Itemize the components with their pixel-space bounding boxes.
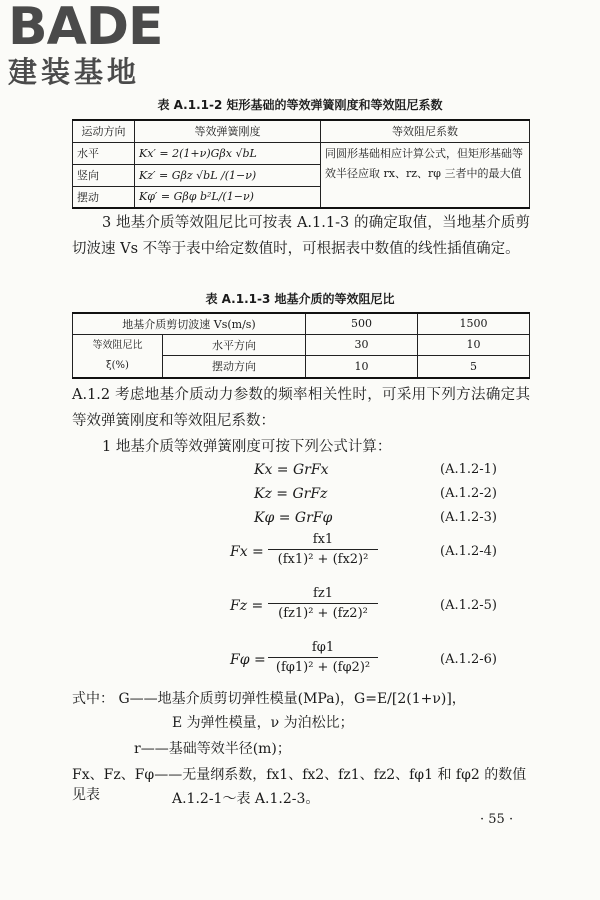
equation-number: (A.1.2-2) [440,486,498,501]
table2-header: 地基介质剪切波速 Vs(m/s) [73,313,306,334]
table1-caption: 表 A.1.1-2 矩形基础的等效弹簧刚度和等效阻尼系数 [157,98,443,112]
table1-header: 运动方向 [73,120,135,142]
table2-cell: 10 [418,334,530,356]
fraction-lhs: Fx = [230,544,264,560]
table2-group [73,334,163,378]
table1-damping: 同圆形基础相应计算公式，但矩形基础等效半径应取 rx、rz、rφ 三者中的最大值 [321,142,530,208]
fraction-numerator: fx1 [268,532,378,550]
equation-number: (A.1.2-4) [440,544,498,559]
table1-cell: 水平 [73,142,135,164]
equation-number: (A.1.2-6) [440,652,498,667]
table1-cell: 竖向 [73,164,135,186]
table2-group-label: 等效阻尼比 [92,339,143,351]
fraction-numerator: fz1 [268,586,378,604]
table1-cell: Kx′ = 2(1+ν)Gβx √bL [135,142,321,164]
fraction-denominator: (fx1)² + (fx2)² [277,552,369,567]
table2-cell: 5 [418,356,530,378]
equation-number: (A.1.2-5) [440,598,498,613]
equation-number: (A.1.2-1) [440,462,498,477]
equation: Kz = GrFz [254,486,328,502]
fraction [268,532,378,567]
logo-subtitle: 建装基地 [8,55,141,89]
section-a12: A.1.2 考虑地基介质动力参数的频率相关性时，可采用下列方法确定其等效弹簧刚度和等效阻尼系数： [72,387,530,429]
table2-caption: 表 A.1.1-3 地基介质的等效阻尼比 [205,292,395,306]
table2-header: 500 [306,313,418,334]
fraction-lhs: Fz = [230,598,264,614]
page-number: · 55 · [480,812,514,827]
logo-title: BADE [8,0,163,57]
fraction-denominator: (fφ1)² + (fφ2)² [275,660,371,675]
table1-header: 等效阻尼系数 [321,120,530,142]
table2-cell: 10 [306,356,418,378]
where-line: r——基础等效半径(m)； [134,741,291,757]
table1-cell: 摆动 [73,186,135,208]
table2-group-unit: ξ(%) [106,359,129,371]
fraction [268,586,378,621]
table2-cell: 摆动方向 [163,356,306,378]
equation: Kφ = GrFφ [254,510,333,526]
equation: Kx = GrFx [254,462,329,478]
logo [8,0,183,88]
equation-number: (A.1.2-3) [440,510,498,525]
table1 [72,119,530,209]
fraction [268,640,378,675]
table2-header: 1500 [418,313,530,334]
table1-cell: Kz′ = Gβz √bL /(1−ν) [135,164,321,186]
fraction-numerator: fφ1 [268,640,378,658]
table-row [73,142,530,164]
where-line: 式中： G——地基介质剪切弹性模量(MPa)，G=E/[2(1+ν)]， [72,691,466,707]
table1-header: 等效弹簧刚度 [135,120,321,142]
item-1: 1 地基介质等效弹簧刚度可按下列公式计算： [102,439,392,455]
table-row [73,334,530,356]
fraction-denominator: (fz1)² + (fz2)² [278,606,368,621]
paragraph-3: 3 地基介质等效阻尼比可按表 A.1.1-3 的确定取值，当地基介质剪切波速 Vs 不等于表中给定数值时，可根据表中数值的线性插值确定。 [72,215,530,257]
table2 [72,312,530,379]
table1-cell: Kφ′ = Gβφ b²L/(1−ν) [135,186,321,208]
where-line: A.1.2-1～表 A.1.2-3。 [172,791,320,807]
where-line: E 为弹性模量，ν 为泊松比； [172,715,354,731]
table2-cell: 30 [306,334,418,356]
fraction-lhs: Fφ = [230,652,266,668]
where-line: Fx、Fz、Fφ——无量纲系数，fx1、fx2、fz1、fz2、fφ1 和 fφ2 的数值见表 [72,767,527,803]
table2-cell: 水平方向 [163,334,306,356]
